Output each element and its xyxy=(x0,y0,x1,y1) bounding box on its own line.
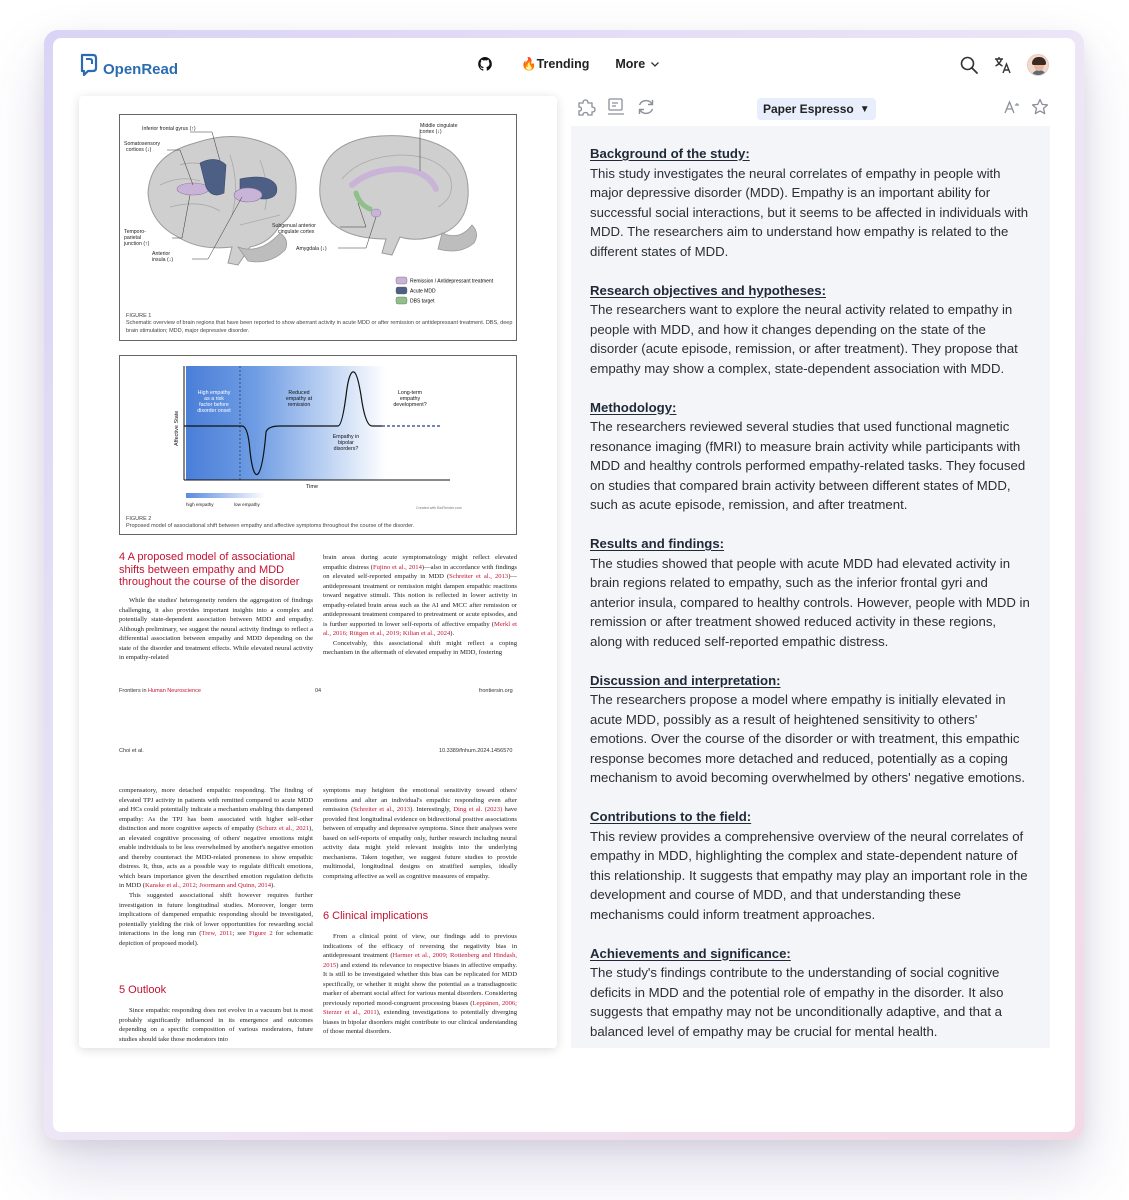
page2-left-p2: This suggested associational shift however requires further investigation in future longitudinal studies. Moreover, longer term implications of dampened empathic responding should be investigated, potentially yielding the risk of lower opportunities for rewarding social interactions in the long run (Trew, 2011; see Figure 2 for schematic depiction of proposed model). xyxy=(119,892,313,947)
summary-heading: Contributions to the field: xyxy=(590,809,752,824)
chart-credit: Created with BioRender.com xyxy=(416,506,462,510)
ann-long-3: development? xyxy=(393,402,427,408)
openread-logo-icon xyxy=(79,52,99,78)
section6-column xyxy=(323,932,517,1037)
app-window xyxy=(53,38,1075,1132)
ann-reduced-3: remission xyxy=(287,402,311,408)
citation-link[interactable]: Schreiter et al., 2013 xyxy=(353,806,411,814)
page-number: 04 xyxy=(315,688,322,694)
figure2-caption-text: Proposed model of associational shift between empathy and affective symptoms throughout the course of the disorder. xyxy=(126,523,415,530)
summary-text: The researchers want to explore the neural activity related to empathy in people with MDD, and how it changes depending on the state of the disorder (acute episode, remission, or after treatment). They propose that empathy may show a complex, state-dependent association with MDD. xyxy=(590,302,1018,376)
citation-link[interactable]: Merkl et al., 2016; Rütgen et al., 2019; Kilian et al., 2024 xyxy=(323,620,517,638)
section5-text: Since empathic responding does not evolve in a vacuum but is most probably significantly influenced in its emergence and outcomes depending on a specific composition of various moderators, future studies should take those moderators into xyxy=(119,1007,313,1043)
citation-link[interactable]: Fujino et al., 2014 xyxy=(372,563,422,571)
summary-text: The researchers propose a model where empathy is initially elevated in acute MDD, possibly as a result of heightened sensitivity to others' emotions. Over the course of the disorder or with treatment, this empathic response becomes more detached and reduced, potentially as a coping mechanism to avoid becoming overwhelmed by others' negative emotions. xyxy=(590,692,1026,785)
summary-heading: Research objectives and hypotheses: xyxy=(590,282,826,298)
summary-tools xyxy=(575,96,657,118)
figure-2 xyxy=(119,355,517,535)
citation-link[interactable]: Harmer et al., 2009; Rottenberg and Hindash, 2015 xyxy=(323,952,518,969)
bar-low-label: low empathy xyxy=(234,502,260,507)
ann-bipolar-1: Empathy in xyxy=(332,434,360,440)
label-tpj: Temporo- xyxy=(124,229,146,235)
main-nav xyxy=(477,56,661,72)
figure-link[interactable]: Figure 2 xyxy=(248,930,273,938)
label-sacc: Subgenual anterior xyxy=(272,223,316,229)
page-footer-journal: Frontiers in Human Neuroscience xyxy=(119,688,201,694)
label-insula-2: insula (↓) xyxy=(152,257,174,263)
label-insula: Anterior xyxy=(152,251,171,257)
summary-heading: Results and findings: xyxy=(590,536,725,551)
section6-text: From a clinical point of view, our findings add to previous indications of the efficacy of reversing the negativity bias in antidepressant treatment (Harmer et al., 2009; Rottenberg and Hindash, 2015) and extend its relevance to respective biases in affective empathy. It is still to be investigated whether this bias can be replicated for MDD specifically, or whether it might show the potential as a transdiagnostic marker of aberrant social affect for various mental disorders. Considering previously reported mood-congruent processing biases (Leppänen, 2006; Sterzer et al., 2011), extending investigations to potentially diverging biases in bipolar disorders might contribute to our clinical understanding of those mental disorders. xyxy=(323,933,518,1036)
trending-link[interactable] xyxy=(521,57,589,72)
bar-high-label: high empathy xyxy=(186,502,214,507)
model-chart xyxy=(120,356,516,534)
ann-high-3: factor before xyxy=(199,402,229,408)
top-bar xyxy=(53,38,1075,98)
ann-long-1: Long-term xyxy=(397,390,423,396)
summary-text: This study investigates the neural correlates of empathy in people with major depressive disorder (MDD). Empathy is an important ability for successful social interactions, but it seems to be affected in individuals with MDD. The researchers aim to understand how empathy is related to the different states of MDD. xyxy=(590,165,1029,259)
citation-link[interactable]: Leppänen, 2006; Sterzer et al., 2011 xyxy=(323,999,518,1017)
translate-icon[interactable] xyxy=(993,55,1013,75)
summary-heading: Achievements and significance: xyxy=(590,945,791,961)
citation-link[interactable]: Ding et al. (2023) xyxy=(453,806,503,814)
ann-bipolar-3: disorders? xyxy=(333,446,359,452)
summary-heading: Background of the study: xyxy=(590,146,750,161)
page2-right-p1: symptoms may heighten the emotional sensitivity toward others' emotions and alter an individual's empathic responding even after remission (Schreiter et al., 2013). Interestingly, Ding et al. (2023) have provided first longitudinal evidence on bidirectional positive associations between of empathy and depressive symptoms. Since their analyses were based on self-reports of empathy only, further research including neural activity data might yield relevant insights into the underlying mechanisms. Taken together, we suggest future studies to provide multimodal, longitudinal designs on stratified samples, ideally comprising affective as well as cognitive measures of empathy. xyxy=(323,787,517,880)
figure1-caption-title: FIGURE 1 xyxy=(126,313,152,319)
figure2-caption-title: FIGURE 2 xyxy=(126,516,152,522)
label-sacc-2: cingulate cortex xyxy=(278,229,315,235)
puzzle-icon[interactable] xyxy=(575,96,597,118)
avatar[interactable] xyxy=(1027,54,1049,76)
label-amygdala: Amygdala (↓) xyxy=(296,246,327,252)
more-label: More xyxy=(615,57,646,71)
summary-text: This review provides a comprehensive overview of the neural correlates of empathy in MDD, highlighting the complex and state-dependent nature of this relationship. It suggests that empathy may play an important role in the development and course of MDD, and that understanding these mechanisms could inform treatment approaches. xyxy=(590,828,1028,922)
citation-link[interactable]: Trew, 2011 xyxy=(201,930,233,938)
mode-label: Paper Espresso xyxy=(763,102,854,116)
figure-1 xyxy=(119,114,517,341)
section4-heading: 4 A proposed model of associational shifts between empathy and MDD throughout the course of the disorder xyxy=(119,551,300,589)
summary-heading: Discussion and interpretation: xyxy=(590,672,781,688)
page2-left-p1: compensatory, more detached empathic responding. The finding of elevated TPJ activity in patients with remitted compared to acute MDD and HCs could potentially indicate a mechanism enabling this dampened empathy: As the TPJ has been associated with higher self-other distinction and more cognitive aspects of empathy (Schurz et al., 2021), an elevated cognitive processing of others' negative emotions might enable individuals to be less overwhelmed by another's negative emotion and thereby counteract the MDD-related proneness to show empathic distress. It, thus, acts as a possible way to regulate difficult emotions, which bears importance given the described emotion regulation deficits in MDD (Kanske et al., 2012; Joormann and Quinn, 2014). xyxy=(119,787,313,890)
summary-mode-select[interactable] xyxy=(757,98,876,120)
citation-link[interactable]: Schreiter et al., 2013 xyxy=(449,573,509,581)
ann-high-2: as a risk xyxy=(204,396,224,402)
star-icon[interactable] xyxy=(1031,98,1049,116)
caret-down-icon: ▼ xyxy=(859,103,870,115)
logo[interactable] xyxy=(79,52,178,78)
ann-high-1: High empathy xyxy=(197,390,231,396)
text-size-icon[interactable] xyxy=(1003,98,1021,116)
legend-remission: Remission / Antidepressant treatment xyxy=(410,278,494,285)
app-name: OpenRead xyxy=(103,60,179,78)
ann-reduced-2: empathy at xyxy=(285,396,313,402)
citation-link[interactable]: Schurz et al., 2021 xyxy=(258,825,310,833)
more-menu[interactable] xyxy=(615,57,661,71)
label-tpj-2: parietal xyxy=(124,235,142,241)
pdf-viewer[interactable] xyxy=(79,96,557,1048)
figure1-caption-text: Schematic overview of brain regions that have been reported to show aberrant activity in acute MDD or after remission or antidepressant treatment. DBS, deep brain stimulation; MDD, major depressive disorder. xyxy=(126,320,513,334)
github-link[interactable] xyxy=(477,56,493,72)
chart-xlabel: Time xyxy=(306,484,319,490)
summary-text: The studies showed that people with acute MDD had elevated activity in brain regions related to empathy, such as the inferior frontal gyri and anterior insula, compared to healthy controls. However, people with MDD in remission or after treatment showed reduced activity in these regions, along with reduced self-reported empathic distress. xyxy=(590,555,1030,649)
chat-icon[interactable] xyxy=(605,96,627,118)
figure1-caption xyxy=(126,313,514,335)
label-mcc: Middle cingulate xyxy=(420,123,458,129)
label-mcc-2: cortex (↓) xyxy=(420,129,442,135)
figure1-legend xyxy=(396,277,494,305)
brain-diagram xyxy=(120,115,516,340)
ann-high-4: disorder onset xyxy=(197,408,231,414)
ann-bipolar-2: bipolar xyxy=(338,440,354,446)
section4-right-column xyxy=(323,553,517,658)
section4-right-p1: brain areas during acute symptomatology might reflect elevated empathic distress (Fujino et al., 2014)—also in accordance with findings on elevated self-reported empathy in MDD (Schreiter et al., 2013)—antidepressant treatment or remission might dampen empathic reactions toward negative stimuli. This notion is reflected in lower activity in empathy-related brain areas such as the AI and MCC after remission or antidepressant treatment compared to pretreatment or acute episodes, and is further supported in lower self-reports of affective empathy (Merkl et al., 2016; Rütgen et al., 2019; Kilian et al., 2024). xyxy=(323,554,517,638)
page2-right-column xyxy=(323,786,517,881)
summary-text: The researchers reviewed several studies that used functional magnetic resonance imaging (fMRI) to measure brain activity while participants with MDD and healthy controls performed empathy-related tasks. They focused on studies that compared brain activity between different states of MDD, such as acute episode, remission, and after treatment. xyxy=(590,419,1026,512)
chart-ylabel: Affective State xyxy=(174,410,180,446)
legend-acute: Acute MDD xyxy=(410,288,436,295)
section5-column xyxy=(119,1006,313,1044)
citation-link[interactable]: Kanske et al., 2012; Joormann and Quinn, 2014 xyxy=(145,882,272,890)
section4-right-p2: Conceivably, this associational shift might reflect a coping mechanism in the aftermath of elevated empathy in MDD, fostering xyxy=(323,639,517,657)
page-header-doi: 10.3389/fnhum.2024.1456570 xyxy=(439,748,513,754)
ann-reduced-1: Reduced xyxy=(288,390,310,396)
chevron-down-icon xyxy=(649,58,661,70)
figure2-caption xyxy=(126,516,514,531)
section4-left-text: While the studies' heterogeneity renders the aggregation of findings challenging, it also provides important insights into a complex and potentially state-dependent association between MDD and empathy. Although preliminary, we suggest the neural activity findings to reflect a differential association between empathy and MDD depending on the state of the disorder and treatment effects. While elevated neural activity in empathy-related xyxy=(119,597,313,662)
section4-left-column xyxy=(119,596,313,663)
label-somato: Somatosensory xyxy=(124,141,161,147)
page-footer-site[interactable]: frontiersin.org xyxy=(479,688,513,694)
github-icon xyxy=(477,56,493,72)
summary-text: The study's findings contribute to the understanding of social cognitive deficits in MDD and the potential role of empathy in the disorder. It also suggests that empathy may not be unconditionally adaptive, and that a balanced level of empathy may be crucial for mental health. xyxy=(590,965,1004,1039)
page-header-author: Choi et al. xyxy=(119,748,144,754)
summary-panel xyxy=(571,126,1050,1048)
legend-dbs: DBS target xyxy=(410,298,435,305)
summary-actions xyxy=(1003,98,1049,116)
header-actions xyxy=(959,54,1049,76)
refresh-icon[interactable] xyxy=(635,96,657,118)
label-somato-2: cortices (↓) xyxy=(126,147,152,153)
page2-left-column xyxy=(119,786,313,948)
trending-label: 🔥Trending xyxy=(521,56,590,71)
label-tpj-3: junction (↑) xyxy=(124,241,150,247)
search-icon[interactable] xyxy=(959,55,979,75)
label-ifg: Inferior frontal gyrus (↑) xyxy=(142,126,196,132)
section6-heading: 6 Clinical implications xyxy=(323,910,429,922)
ann-long-2: empathy xyxy=(399,396,421,402)
section5-heading: 5 Outlook xyxy=(119,984,167,996)
summary-heading: Methodology: xyxy=(590,399,677,415)
